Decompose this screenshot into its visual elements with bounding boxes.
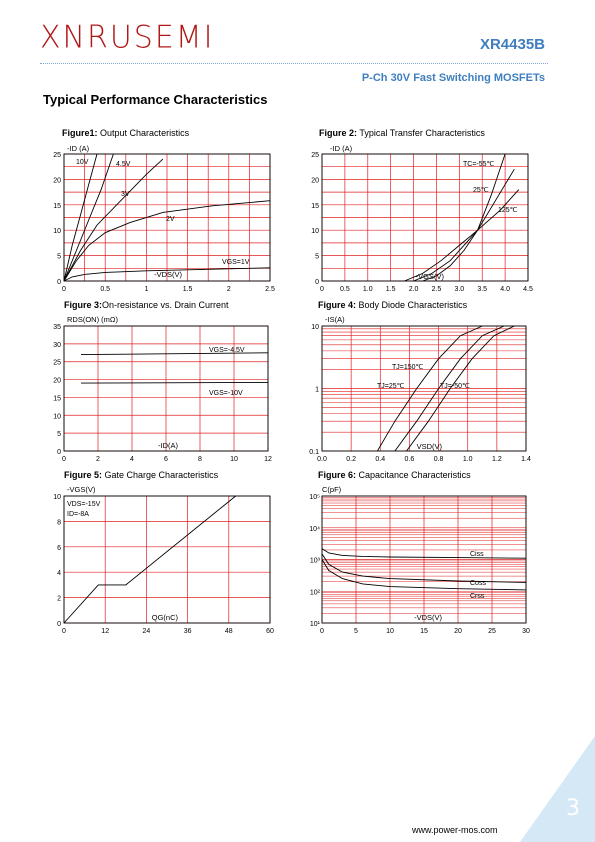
- fig1-ytick-label: 10: [53, 228, 61, 236]
- fig2-xtick-label: 4.5: [523, 286, 533, 293]
- fig3-ytick-label: 25: [53, 359, 61, 367]
- fig2-title: Figure 2: Typical Transfer Characteristics: [319, 128, 485, 138]
- fig6-ytick-label: 10⁴: [309, 525, 320, 533]
- fig6-annotation: Ciss: [470, 551, 484, 558]
- fig3-xtick-label: 0: [62, 456, 66, 463]
- fig2-xtick-label: 1.5: [385, 286, 396, 293]
- fig1-annotation: 10V: [76, 159, 89, 166]
- fig3-ytick-label: 5: [57, 431, 61, 439]
- fig6-ytick-label: 10³: [309, 557, 320, 565]
- fig1-ylabel: -ID (A): [67, 144, 90, 153]
- fig5-title: Figure 5: Gate Charge Characteristics: [64, 470, 219, 480]
- fig5-xtick-label: 60: [266, 628, 274, 635]
- fig3-ytick-label: 10: [53, 413, 61, 421]
- fig4-ytick-label: 1: [315, 386, 319, 394]
- page-number: 3: [566, 796, 580, 821]
- fig3-xtick-label: 2: [96, 456, 100, 463]
- fig3-xlabel: -ID(A): [158, 441, 178, 450]
- fig4-annotation: TJ=150℃: [392, 364, 424, 371]
- fig5-xtick-label: 36: [183, 628, 192, 635]
- fig1-title: Figure1: Output Characteristics: [62, 128, 190, 138]
- fig2-xlabel: -VGS(V): [415, 272, 444, 281]
- fig1-xtick-label: 0.5: [100, 286, 111, 293]
- fig1-ytick-label: 5: [57, 253, 61, 261]
- fig6-xtick-label: 25: [488, 628, 496, 635]
- fig1-xtick-label: 0: [62, 286, 66, 293]
- fig5-ytick-label: 0: [57, 621, 61, 628]
- fig5-ytick-label: 10: [53, 494, 61, 501]
- section-title: Typical Performance Characteristics: [43, 92, 268, 107]
- fig3-xtick-label: 6: [164, 456, 168, 463]
- fig5-xtick-label: 48: [224, 628, 233, 635]
- fig6-ylabel: C(pF): [322, 485, 342, 494]
- fig3-annotation: VGS=-4.5V: [209, 347, 245, 354]
- fig2-ytick-label: 10: [311, 228, 319, 236]
- fig4-xtick-label: 0.6: [404, 456, 415, 463]
- fig1-annotation: 4.5V: [116, 161, 131, 168]
- fig2-annotation: 125℃: [498, 207, 518, 214]
- fig3-xtick-label: 12: [264, 456, 272, 463]
- fig2-ytick-label: 15: [311, 202, 319, 210]
- fig1-annotation: VGS=1V: [222, 259, 250, 266]
- fig6-ytick-label: 10²: [309, 589, 320, 597]
- fig2-xtick-label: 0.5: [340, 286, 350, 293]
- fig6-xlabel: -VDS(V): [414, 613, 442, 622]
- fig6-xtick-label: 15: [420, 628, 428, 635]
- company-logo: XNRUSEMI: [40, 19, 215, 56]
- fig4-xlabel: VSD(V): [416, 442, 442, 451]
- fig1-xtick-label: 1: [144, 286, 149, 293]
- fig4-title: Figure 4: Body Diode Characteristics: [318, 300, 468, 310]
- fig1-xtick-label: 2.5: [265, 286, 275, 293]
- fig4-xtick-label: 0.8: [433, 456, 444, 463]
- fig3-xtick-label: 10: [230, 456, 238, 463]
- fig4-annotation: TJ=-50℃: [440, 383, 470, 390]
- fig3-xtick-label: 8: [198, 456, 202, 463]
- fig5-xtick-label: 24: [142, 628, 151, 635]
- fig2-annotation: 25℃: [473, 187, 489, 194]
- fig4-annotation: TJ=25℃: [377, 383, 405, 390]
- fig3-ytick-label: 15: [53, 395, 61, 403]
- fig2-ylabel: -ID (A): [330, 144, 353, 153]
- fig4-xtick-label: 1.2: [491, 456, 502, 463]
- fig4-xtick-label: 0.2: [346, 456, 357, 463]
- fig3-ytick-label: 30: [53, 341, 61, 349]
- fig3-xtick-label: 4: [130, 456, 134, 463]
- fig3-title: Figure 3:On-resistance vs. Drain Current: [64, 300, 229, 310]
- fig1-annotation: 2V: [166, 216, 175, 223]
- fig5-ytick-label: 2: [57, 595, 61, 603]
- fig2-xtick-label: 2.0: [408, 286, 419, 293]
- fig6-xtick-label: 20: [454, 628, 462, 635]
- fig6-xtick-label: 10: [386, 628, 394, 635]
- fig1-xtick-label: 2: [226, 286, 231, 293]
- fig5-ylabel: -VGS(V): [67, 485, 96, 494]
- fig6-xtick-label: 30: [522, 628, 530, 635]
- part-number: XR4435B: [479, 36, 545, 53]
- document-subtitle: P-Ch 30V Fast Switching MOSFETs: [361, 72, 545, 84]
- fig4-xtick-label: 0.0: [317, 456, 327, 463]
- fig3-ytick-label: 20: [53, 377, 61, 385]
- fig5-xlabel: QG(nC): [151, 613, 178, 622]
- fig2-ytick-label: 0: [315, 279, 319, 286]
- fig5-ytick-label: 8: [57, 519, 61, 527]
- fig1-ytick-label: 20: [53, 177, 61, 185]
- fig5-annotation: ID=-8A: [67, 511, 89, 518]
- fig6-ytick-label: 10⁵: [309, 494, 320, 501]
- fig2-xtick-label: 3.0: [454, 286, 465, 293]
- fig5-annotation: VDS=-15V: [67, 501, 101, 508]
- fig6-ytick-label: 10¹: [309, 621, 320, 628]
- fig2-xtick-label: 1.0: [362, 286, 373, 293]
- fig3-ylabel: RDS(ON) (mΩ): [67, 315, 119, 324]
- fig2-xtick-label: 3.5: [477, 286, 488, 293]
- fig1-ytick-label: 15: [53, 202, 61, 210]
- fig1-ytick-label: 0: [57, 279, 61, 286]
- fig5-ytick-label: 6: [57, 544, 61, 552]
- fig4-ylabel: -IS(A): [325, 315, 345, 324]
- fig2-xtick-label: 4.0: [500, 286, 510, 293]
- fig2-ytick-label: 25: [311, 152, 319, 159]
- fig3-ytick-label: 35: [53, 324, 61, 331]
- fig2-xtick-label: 2.5: [431, 286, 442, 293]
- fig2-annotation: TC=-55℃: [463, 161, 495, 168]
- fig2-ytick-label: 20: [311, 177, 319, 185]
- fig4-ytick-label: 10: [311, 324, 319, 331]
- fig6-xtick-label: 0: [320, 628, 324, 635]
- fig1-xtick-label: 1.5: [182, 286, 193, 293]
- fig3-annotation: VGS=-10V: [209, 390, 243, 397]
- fig6-annotation: Crss: [470, 593, 485, 600]
- fig6-xtick-label: 5: [354, 628, 358, 635]
- fig1-annotation: 3V: [121, 191, 130, 198]
- fig1-xlabel: -VDS(V): [154, 270, 182, 279]
- fig1-ytick-label: 25: [53, 152, 61, 159]
- fig4-ytick-label: 0.1: [309, 449, 319, 456]
- footer-url: www.power-mos.com: [412, 825, 498, 835]
- fig3-ytick-label: 0: [57, 449, 61, 456]
- fig2-ytick-label: 5: [315, 253, 319, 261]
- fig2-xtick-label: 0: [320, 286, 324, 293]
- fig4-xtick-label: 0.4: [375, 456, 386, 463]
- fig6-title: Figure 6: Capacitance Characteristics: [318, 470, 471, 480]
- fig5-xtick-label: 0: [62, 628, 66, 635]
- fig6-annotation: Coss: [470, 580, 486, 587]
- fig5-xtick-label: 12: [101, 628, 110, 635]
- fig4-xtick-label: 1.4: [521, 456, 531, 463]
- fig5-ytick-label: 4: [57, 570, 61, 578]
- fig4-xtick-label: 1.0: [462, 456, 473, 463]
